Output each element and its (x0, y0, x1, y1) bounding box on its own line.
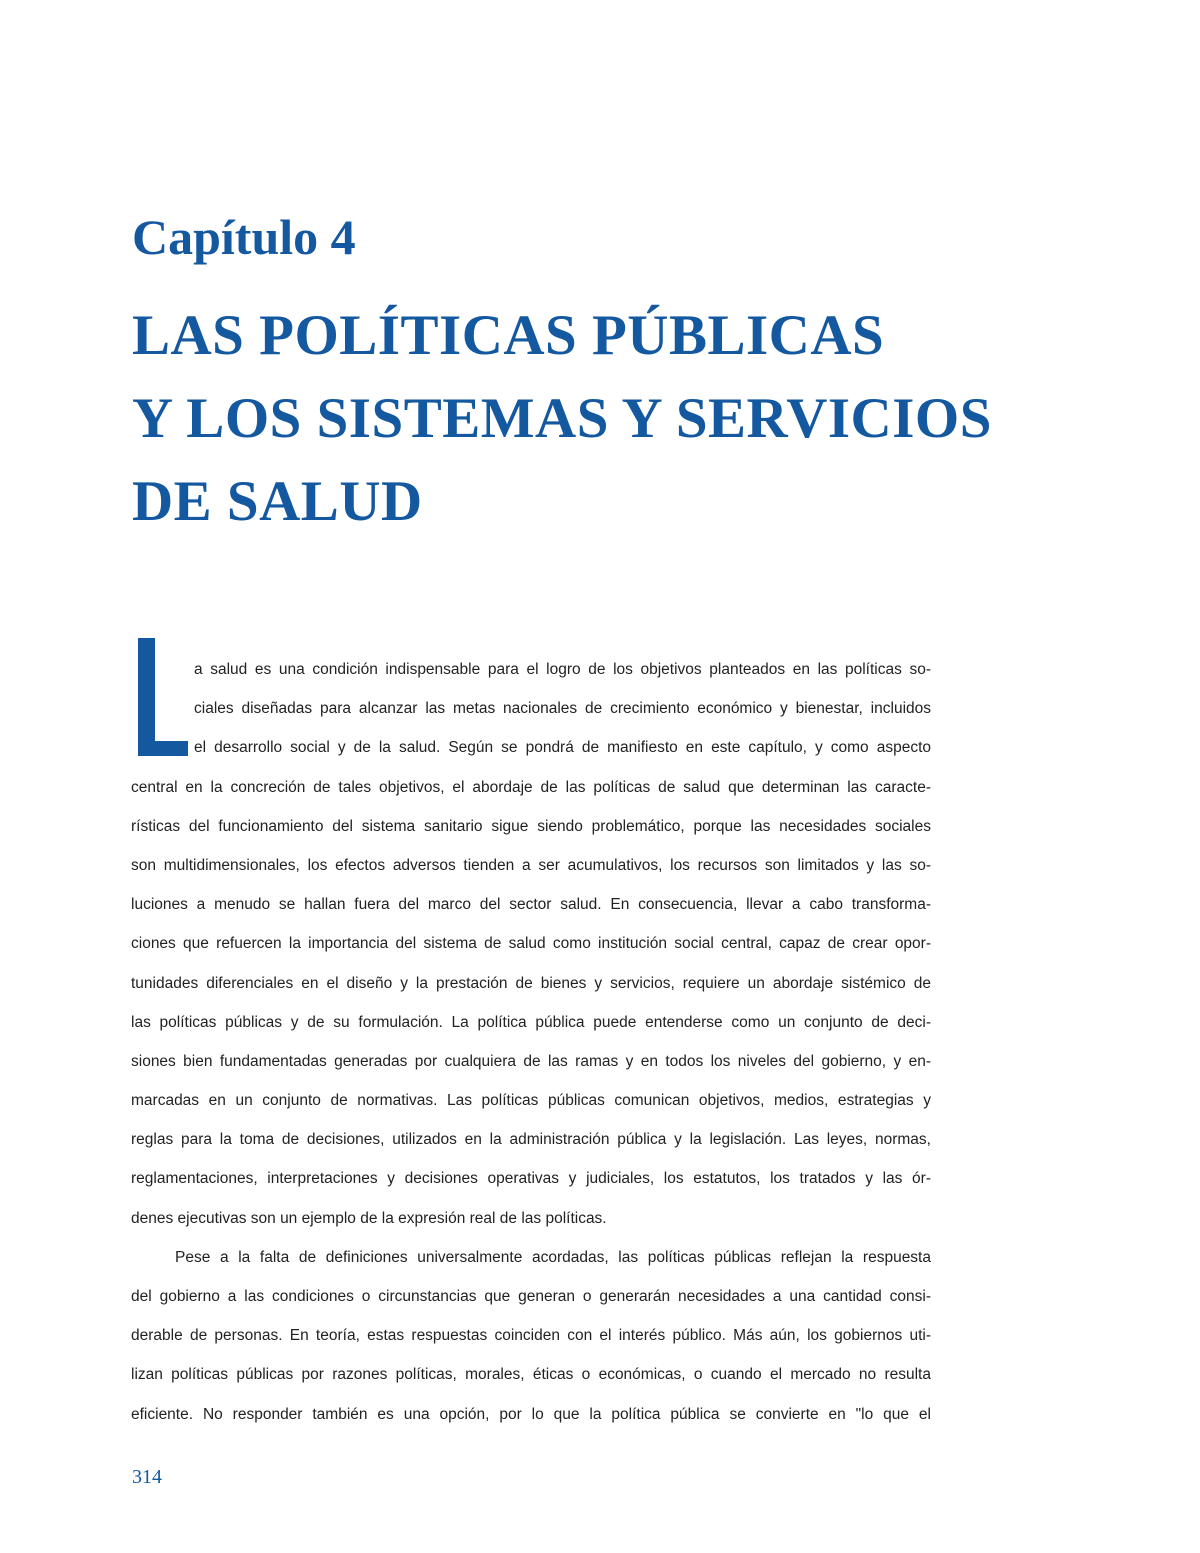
text-line: ciones que refuercen la importancia del sistema de salud como institución social central, capaz de crear opor- (131, 935, 931, 953)
text-line: ciales diseñadas para alcanzar las metas nacionales de crecimiento económico y bienestar, incluidos (194, 700, 931, 718)
chapter-title-line: DE SALUD (132, 470, 423, 533)
text-line: reglas para la toma de decisiones, utilizados en la administración pública y la legislación. Las leyes, normas, (131, 1131, 931, 1149)
text-line: siones bien fundamentadas generadas por cualquiera de las ramas y en todos los niveles del gobierno, y en- (131, 1052, 931, 1070)
text-line: eficiente. No responder también es una opción, por lo que la política pública se convierte en "lo que el (131, 1405, 931, 1423)
text-line: luciones a menudo se hallan fuera del marco del sector salud. En consecuencia, llevar a cabo transforma- (131, 896, 931, 914)
text-line: Pese a la falta de definiciones universalmente acordadas, las políticas públicas reflejan la respuesta (175, 1248, 931, 1266)
text-line: tunidades diferenciales en el diseño y la prestación de bienes y servicios, requiere un abordaje sistémico de (131, 974, 931, 992)
text-line: a salud es una condición indispensable para el logro de los objetivos planteados en las políticas so- (194, 661, 931, 678)
paragraph-2 (131, 1238, 931, 1434)
text-line: central en la concreción de tales objetivos, el abordaje de las políticas de salud que determinan las caracte- (131, 778, 931, 796)
paragraph-1 (131, 650, 931, 1238)
text-line: el desarrollo social y de la salud. Según se pondrá de manifiesto en este capítulo, y como aspecto (194, 739, 931, 757)
text-line: las políticas públicas y de su formulación. La política pública puede entenderse como un conjunto de deci- (131, 1013, 931, 1031)
chapter-label: Capítulo 4 (132, 209, 356, 265)
text-line: reglamentaciones, interpretaciones y decisiones operativas y judiciales, los estatutos, los tratados y las ór- (131, 1170, 931, 1188)
page-number: 314 (132, 1466, 162, 1488)
chapter-title-line: LAS POLÍTICAS PÚBLICAS (132, 304, 885, 367)
chapter-title (132, 294, 992, 543)
text-line: marcadas en un conjunto de normativas. Las políticas públicas comunican objetivos, medios, estrategias y (131, 1092, 931, 1110)
text-line: rísticas del funcionamiento del sistema sanitario sigue siendo problemático, porque las necesidades sociales (131, 817, 931, 835)
text-line: lizan políticas públicas por razones políticas, morales, éticas o económicas, o cuando el mercado no resulta (131, 1366, 931, 1384)
text-line: derable de personas. En teoría, estas respuestas coinciden con el interés público. Más aún, los gobiernos uti- (131, 1327, 931, 1345)
body-text (131, 650, 931, 1434)
text-line: denes ejecutivas son un ejemplo de la expresión real de las políticas. (131, 1209, 607, 1227)
text-line: son multidimensionales, los efectos adversos tienden a ser acumulativos, los recursos son limitados y las so- (131, 856, 931, 874)
text-line: del gobierno a las condiciones o circunstancias que generan o generarán necesidades a una cantidad consi- (131, 1288, 931, 1305)
chapter-title-line: Y LOS SISTEMAS Y SERVICIOS (132, 387, 992, 450)
